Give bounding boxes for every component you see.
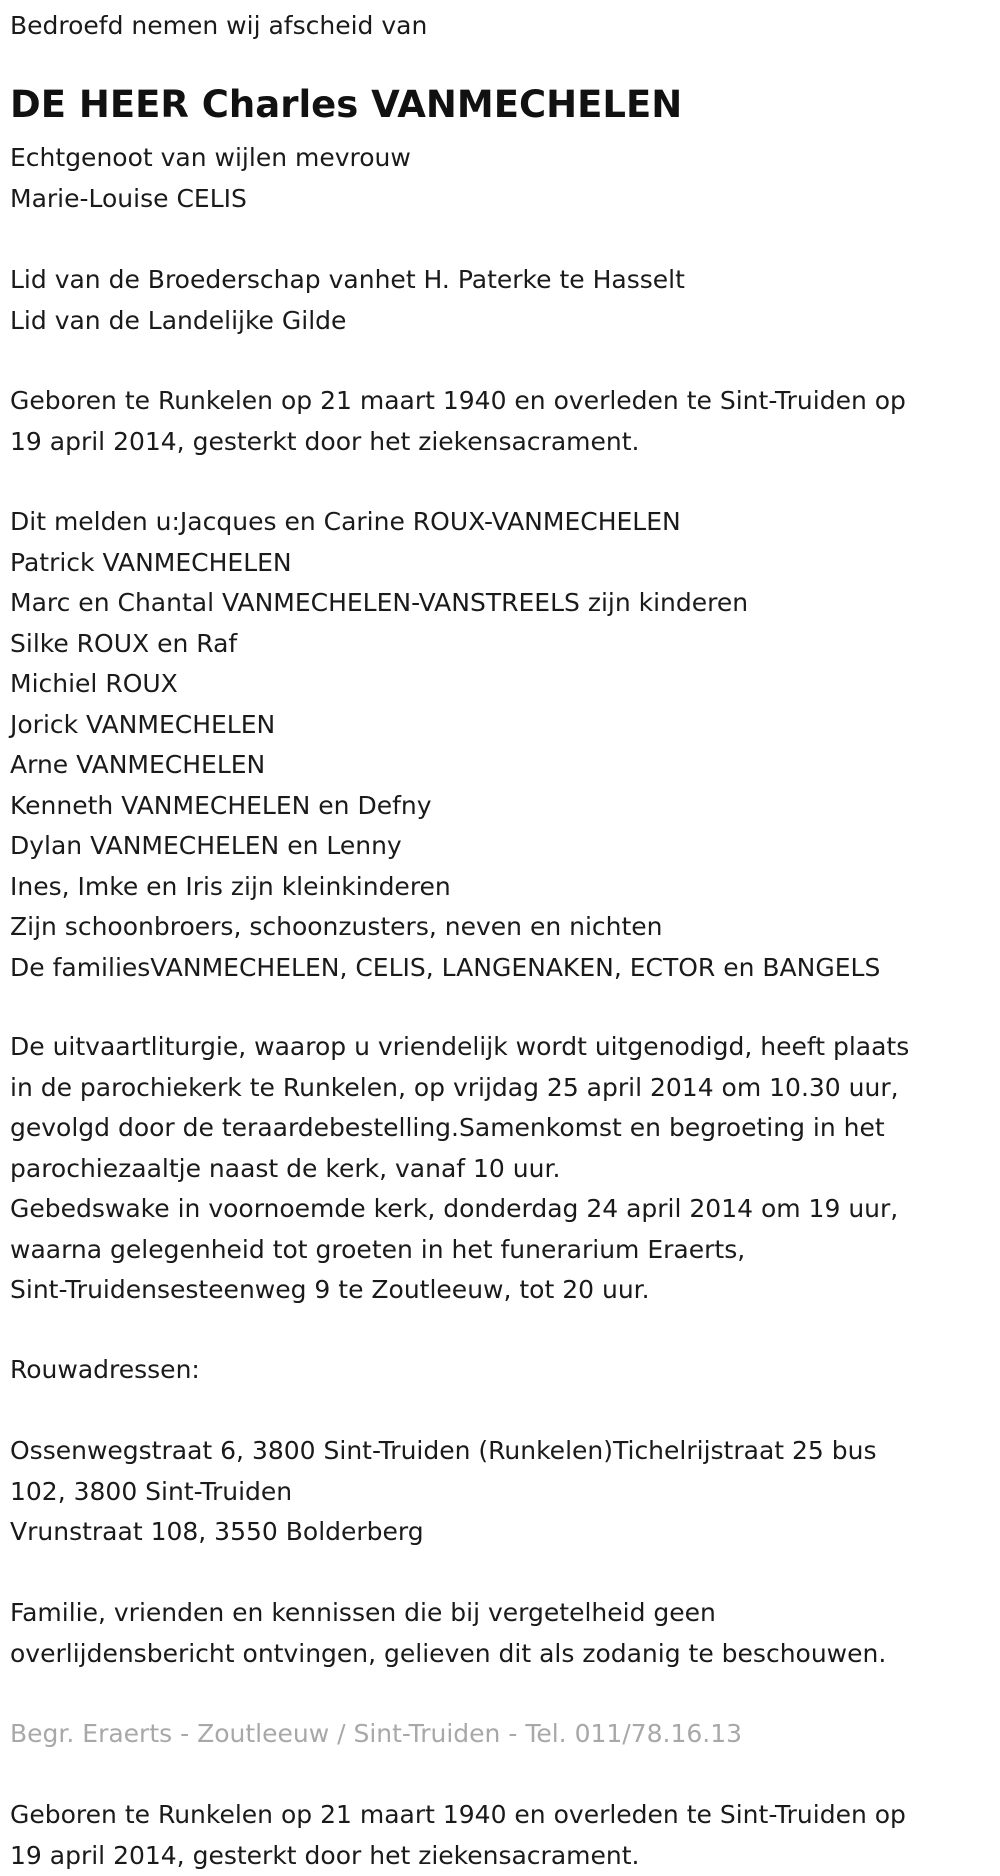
family-line: Jorick VANMECHELEN [10,705,880,746]
ceremony-line: gevolgd door de teraardebestelling.Samenkomst en begroeting in het [10,1108,909,1149]
ceremony-line: parochiezaaltje naast de kerk, vanaf 10 uur. [10,1149,909,1190]
ceremony-line: Sint-Truidensesteenweg 9 te Zoutleeuw, tot 20 uur. [10,1270,909,1311]
undertaker-block [10,1714,742,1755]
deceased-name: DE HEER Charles VANMECHELEN [10,82,682,128]
birth-death-block [10,381,906,462]
family-line: Silke ROUX en Raf [10,624,880,665]
ceremony-line: Gebedswake in voornoemde kerk, donderdag 24 april 2014 om 19 uur, [10,1189,909,1230]
address-line: Vrunstraat 108, 3550 Bolderberg [10,1512,877,1553]
address-line: Ossenwegstraat 6, 3800 Sint-Truiden (Runkelen)Tichelrijstraat 25 bus [10,1431,877,1472]
address-line: 102, 3800 Sint-Truiden [10,1472,877,1513]
membership-line: Lid van de Landelijke Gilde [10,301,685,342]
ceremony-block [10,1027,909,1311]
birth-death-line: Geboren te Runkelen op 21 maart 1940 en overleden te Sint-Truiden op [10,1795,906,1836]
spouse-line: Echtgenoot van wijlen mevrouw [10,138,411,179]
ceremony-line: in de parochiekerk te Runkelen, op vrijdag 25 april 2014 om 10.30 uur, [10,1068,909,1109]
family-line: Ines, Imke en Iris zijn kleinkinderen [10,867,880,908]
intro-text: Bedroefd nemen wij afscheid van [10,6,427,47]
birth-death-line: Geboren te Runkelen op 21 maart 1940 en overleden te Sint-Truiden op [10,381,906,422]
family-line: Michiel ROUX [10,664,880,705]
family-line: Dylan VANMECHELEN en Lenny [10,826,880,867]
family-line: Marc en Chantal VANMECHELEN-VANSTREELS zijn kinderen [10,583,880,624]
birth-death-line: 19 april 2014, gesterkt door het ziekensacrament. [10,1836,906,1876]
closing-block [10,1593,886,1674]
spouse-line: Marie-Louise CELIS [10,179,411,220]
spouse-block [10,138,411,219]
membership-line: Lid van de Broederschap vanhet H. Paterke te Hasselt [10,260,685,301]
birth-death-repeat-block [10,1795,906,1876]
family-line: De familiesVANMECHELEN, CELIS, LANGENAKEN, ECTOR en BANGELS [10,948,880,989]
addresses-heading-block [10,1350,200,1391]
memberships-block [10,260,685,341]
family-line: Zijn schoonbroers, schoonzusters, neven en nichten [10,907,880,948]
addresses-heading: Rouwadressen: [10,1350,200,1391]
ceremony-line: De uitvaartliturgie, waarop u vriendelijk wordt uitgenodigd, heeft plaats [10,1027,909,1068]
family-line: Patrick VANMECHELEN [10,543,880,584]
ceremony-line: waarna gelegenheid tot groeten in het funerarium Eraerts, [10,1230,909,1271]
family-line: Arne VANMECHELEN [10,745,880,786]
birth-death-line: 19 april 2014, gesterkt door het ziekensacrament. [10,422,906,463]
closing-line: Familie, vrienden en kennissen die bij vergetelheid geen [10,1593,886,1634]
addresses-block [10,1431,877,1553]
family-block [10,502,880,988]
family-line: Dit melden u:Jacques en Carine ROUX-VANMECHELEN [10,502,880,543]
family-line: Kenneth VANMECHELEN en Defny [10,786,880,827]
undertaker-line: Begr. Eraerts - Zoutleeuw / Sint-Truiden - Tel. 011/78.16.13 [10,1714,742,1755]
closing-line: overlijdensbericht ontvingen, gelieven dit als zodanig te beschouwen. [10,1634,886,1675]
